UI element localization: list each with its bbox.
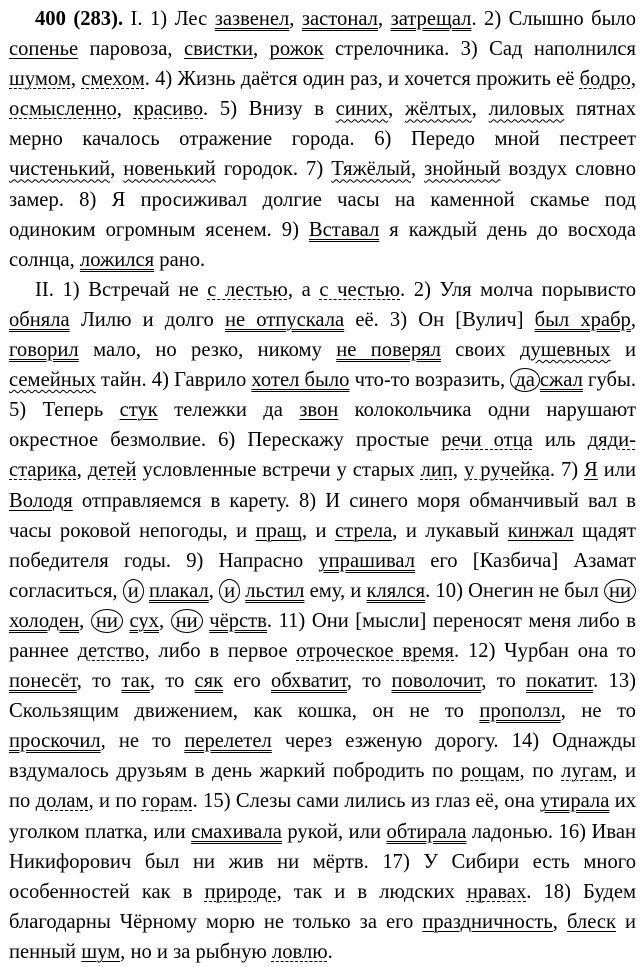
text-run: , так и в людских: [276, 880, 467, 903]
predicate-word: покатит: [526, 670, 594, 693]
subject-word: праздничность: [422, 910, 553, 933]
subject-word: стрела: [334, 519, 393, 542]
text-run: II. 1) Встречай не: [35, 278, 208, 301]
text-run: паровоза,: [78, 38, 184, 61]
text-run: её. 3) Он [Вулич]: [344, 308, 535, 331]
text-run: ,: [630, 68, 636, 91]
text-run: , и по: [88, 790, 142, 813]
text-run: тележки да: [157, 399, 300, 422]
object-word: лугам: [561, 760, 613, 783]
object-word: детей: [87, 459, 137, 482]
attribute-word: лиловых: [488, 98, 565, 121]
predicate-word: плакал: [148, 579, 209, 602]
text-run: через езженую дорогу. 14) Однажды вздумалось друзьям в день жаркий побродить по: [9, 730, 637, 783]
text-run: . 5) Внизу в: [203, 98, 336, 121]
predicate-word: поволочит: [391, 670, 482, 693]
paragraph-part-1: [9, 4, 636, 275]
predicate-word: упрашивал: [318, 549, 416, 572]
predicate-word: обтирала: [386, 820, 467, 843]
text-run: своих: [440, 339, 520, 362]
text-run: ,: [76, 459, 88, 482]
text-run: , а: [287, 278, 320, 301]
text-run: ,: [289, 8, 302, 30]
predicate-word: так: [121, 670, 150, 693]
object-word: детство: [77, 639, 145, 662]
predicate-word: обхватит: [271, 670, 347, 693]
subject-word: Володя: [9, 489, 73, 512]
text-run: . 18) Будем благодарны Чёрному морю не только за его: [9, 880, 636, 933]
predicate-word: зазвенел: [214, 8, 290, 30]
text-run: ,: [158, 609, 171, 632]
predicate-word: сжал: [539, 369, 583, 392]
attribute-word: Тяжёлый: [331, 158, 411, 181]
text-run: ,: [208, 579, 220, 602]
text-run: . 10) Онегин не был: [425, 579, 604, 602]
text-run: ,: [410, 158, 425, 181]
object-word: ловлю: [271, 940, 328, 963]
object-word: осмысленно: [9, 98, 117, 121]
text-run: , то: [149, 670, 195, 693]
circled-conjunction: да: [510, 368, 540, 392]
attribute-word: синих: [335, 98, 389, 121]
subject-word: стук: [119, 399, 158, 422]
object-word: красиво: [133, 98, 204, 121]
text-run: . 11) Они [мысли] переносят меня либо в раннее: [9, 609, 636, 662]
attribute-word: душевных: [519, 339, 611, 362]
part-1-text: [9, 8, 636, 271]
exercise-number: 400 (283).: [35, 8, 124, 30]
predicate-word: утирала: [540, 790, 610, 813]
predicate-word: говорил: [9, 339, 79, 362]
text-run: ,: [70, 68, 82, 91]
predicate-word: был храбр: [534, 308, 631, 331]
text-run: , но и за рыбную: [120, 940, 272, 963]
circled-conjunction: ни: [171, 609, 203, 633]
text-run: , по: [519, 760, 562, 783]
circled-conjunction: и: [219, 579, 240, 603]
text-run: . 4) Жизнь даётся один раз, и хочется прожить её: [144, 68, 580, 91]
text-run: .: [327, 940, 333, 963]
text-run: . 13) Скользящим движением, как кошка, он не то: [9, 670, 636, 723]
paragraph-part-2: [9, 275, 636, 967]
text-run: , не то: [100, 730, 185, 753]
predicate-word: Вставал: [308, 218, 380, 241]
text-run: , и: [301, 519, 335, 542]
text-run: ладонью. 16) Иван Никифорович был ни жив ни мёртв. 17) У Сибири есть много особенностей как в: [9, 820, 636, 903]
text-run: и пенный: [9, 910, 637, 963]
text-run: или: [597, 459, 637, 482]
object-word: долам: [35, 790, 89, 813]
text-run: ,: [388, 98, 405, 121]
text-run: я каждый день до восхода солнца,: [9, 218, 636, 271]
text-run: ему, и: [304, 579, 367, 602]
text-run: , либо в первое: [144, 639, 297, 662]
text-run: , то: [76, 670, 122, 693]
subject-word: звон: [299, 399, 339, 422]
text-run: ,: [110, 158, 124, 181]
object-word: нравах: [466, 880, 527, 903]
part-2-text: [9, 279, 636, 963]
circled-conjunction: ни: [604, 579, 636, 603]
text-run: городок. 7): [215, 158, 332, 181]
predicate-word: чёрств: [209, 609, 267, 632]
text-run: колокольчика одни нарушают окрестное безмолвие. 6) Перескажу простые: [9, 399, 636, 452]
subject-word: шум: [81, 940, 121, 963]
attribute-word: жёлтых: [404, 98, 472, 121]
predicate-word: понесёт: [9, 670, 77, 693]
object-word: бодро: [579, 68, 631, 91]
text-run: ,: [552, 910, 567, 933]
object-word: горам: [141, 790, 193, 813]
text-run: и: [610, 339, 636, 362]
object-word: рощам: [460, 760, 520, 783]
attribute-word: семейных: [9, 369, 96, 392]
subject-word: Я: [584, 459, 598, 482]
predicate-word: хотел было: [251, 369, 350, 392]
text-run: ,: [79, 609, 91, 632]
predicate-word: затрещал: [390, 8, 472, 30]
text-run: условленные встречи у старых: [136, 459, 421, 482]
object-word: природе: [204, 880, 277, 903]
text-run: , и по: [9, 760, 636, 813]
subject-word: пращ: [255, 519, 302, 542]
text-run: , не то: [560, 700, 636, 723]
section-label: I.: [130, 8, 143, 30]
text-run: . 15) Слезы сами лились из глаз её, она: [192, 790, 541, 813]
text-run: рукой, или: [281, 820, 387, 843]
predicate-word: льстил: [245, 579, 305, 602]
subject-word: свистки: [183, 38, 254, 61]
predicate-word: холоден: [9, 609, 80, 632]
subject-word: кинжал: [507, 519, 574, 542]
text-run: его: [223, 670, 272, 693]
text-run: воздух словно замер. 8) Я просиживал долгие часы на каменной скамье под одиноким огромным ясенем. 9): [9, 158, 636, 241]
object-word: лип: [420, 459, 453, 482]
text-run: ,: [452, 459, 464, 482]
predicate-word: проскочил: [9, 730, 101, 753]
text-run: , и лукавый: [392, 519, 508, 542]
subject-word: рожок: [269, 38, 324, 61]
object-word: с честью: [319, 278, 401, 301]
attribute-word: знойный: [424, 158, 501, 181]
attribute-word: чистенький: [9, 158, 111, 181]
text-run: ,: [253, 38, 270, 61]
object-word: отроческое время: [296, 639, 455, 662]
text-run: , то: [346, 670, 392, 693]
predicate-word: застонал: [301, 8, 378, 30]
object-word: с лестью: [207, 278, 288, 301]
object-word: речи отца: [441, 429, 533, 452]
predicate-word: проползл: [479, 700, 561, 723]
predicate-word: смахивала: [191, 820, 282, 843]
text-run: губы. 5) Теперь: [9, 369, 636, 422]
text-run: отправляемся в карету. 8) И синего моря обманчивый вал в часы роковой непогоды, и: [9, 489, 636, 542]
predicate-word: не отпускала: [224, 308, 345, 331]
text-run: , то: [481, 670, 527, 693]
text-run: стрелочника. 3) Сад наполнился: [323, 38, 637, 61]
text-run: . 12) Чурбан она то: [454, 639, 636, 662]
text-run: ,: [377, 8, 391, 30]
predicate-word: клялся: [366, 579, 426, 602]
predicate-word: перелетел: [184, 730, 272, 753]
text-run: ,: [471, 98, 489, 121]
text-run: Лилю и долго: [69, 308, 225, 331]
text-run: щадят победителя годы. 9) Напрасно: [9, 519, 636, 572]
predicate-word: не поверял: [336, 339, 441, 362]
text-run: 1) Лес: [142, 8, 215, 30]
text-run: рано.: [154, 248, 206, 271]
text-run: тайн. 4) Гаврило: [95, 369, 252, 392]
subject-word: блеск: [566, 910, 616, 933]
predicate-word: ложился: [79, 248, 155, 271]
subject-word: сопенье: [9, 38, 79, 61]
object-word: смехом: [81, 68, 145, 91]
text-run: иль: [532, 429, 588, 452]
text-run: . 2) Слышно было: [471, 8, 637, 30]
text-run: его [Казбича] Азамат согласиться,: [9, 549, 636, 602]
text-run: . 7): [549, 459, 585, 482]
predicate-word: сух: [129, 609, 159, 632]
text-run: ,: [116, 98, 134, 121]
circled-conjunction: ни: [91, 609, 123, 633]
text-run: ,: [630, 308, 637, 331]
object-word: у ручейка: [464, 459, 550, 482]
text-run: пятнах мерно качалось отражение города. 6) Передо мной пестреет: [9, 98, 636, 151]
text-run: их уголком платка, или: [9, 790, 637, 843]
circled-conjunction: и: [123, 579, 144, 603]
object-word: дяди-старика: [9, 429, 636, 482]
predicate-word: сяк: [194, 670, 224, 693]
text-run: . 2) Уля молча порывисто: [400, 278, 636, 301]
predicate-word: обняла: [9, 308, 70, 331]
text-run: мало, но резко, никому: [78, 339, 337, 362]
attribute-word: новенький: [123, 158, 216, 181]
object-word: шумом: [9, 68, 71, 91]
text-run: что-то возразить,: [349, 369, 511, 392]
